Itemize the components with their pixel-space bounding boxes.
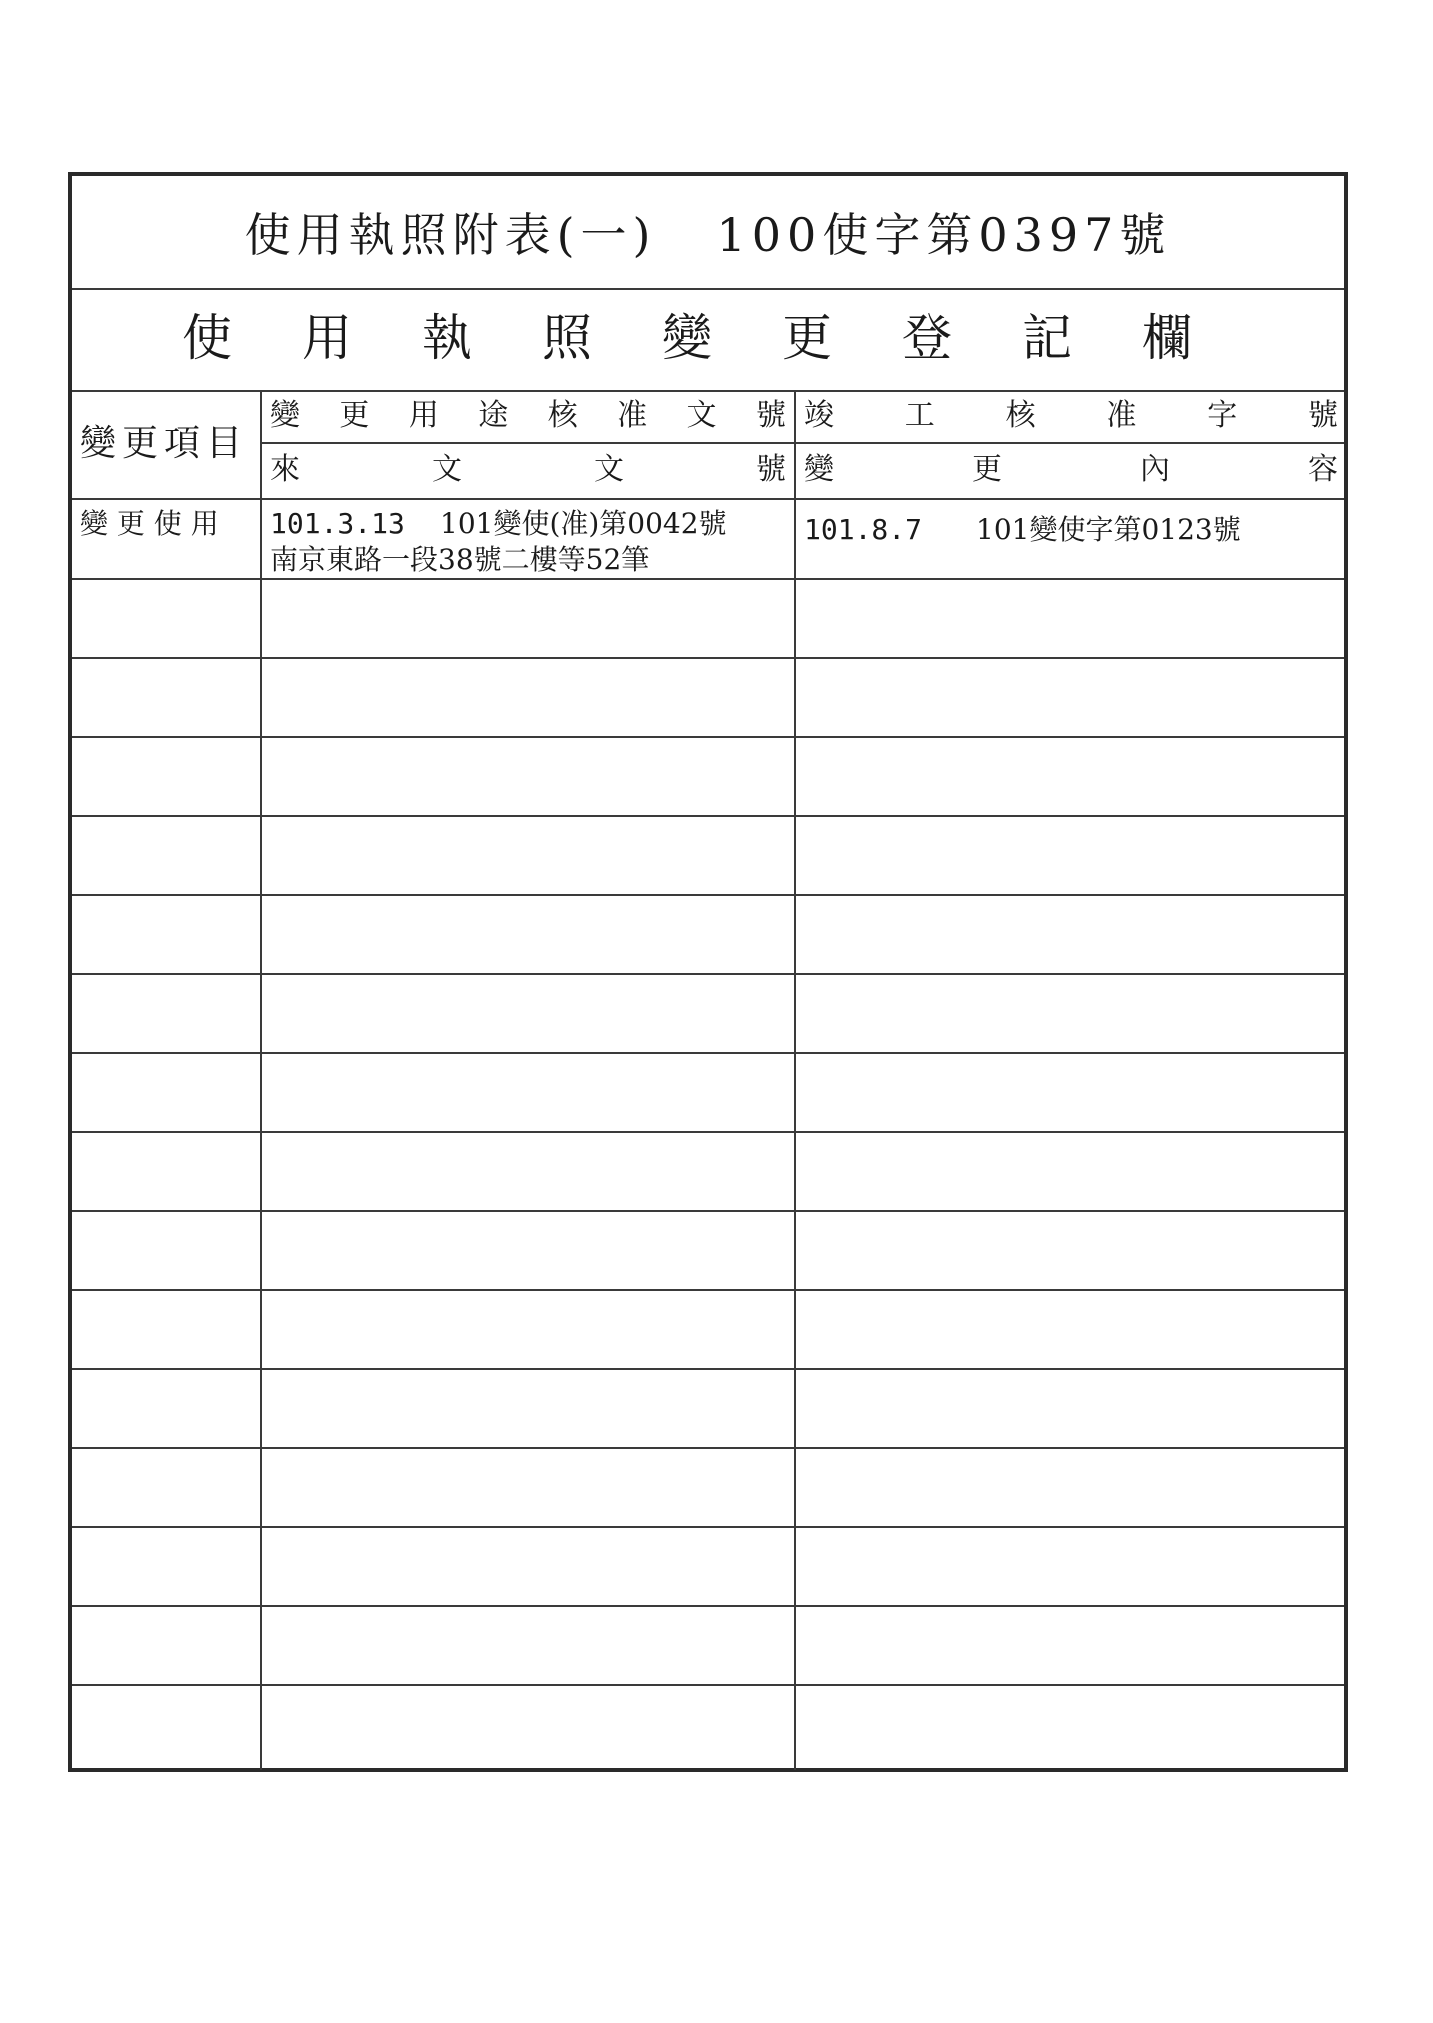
- column-divider: [260, 390, 262, 1770]
- header-char: 號: [1307, 398, 1338, 433]
- header-char: 內: [1140, 452, 1170, 487]
- subtitle-char: 使: [182, 309, 232, 367]
- header-char: 准: [1106, 398, 1137, 433]
- subtitle-char: 記: [1022, 309, 1072, 367]
- header-approval-doc-no: [270, 398, 786, 434]
- entry-completion-date: 101.8.7: [804, 513, 923, 546]
- header-incoming-doc-no: [270, 452, 786, 488]
- header-char: 變: [804, 452, 834, 487]
- header-char: 竣: [804, 398, 834, 433]
- subtitle-char: 登: [902, 309, 952, 367]
- title-main: 使用執照附表(一): [244, 208, 657, 262]
- entry-completion-no: 101變使字第0123號: [976, 513, 1241, 546]
- header-char: 核: [1005, 398, 1036, 433]
- row-line: [72, 973, 1344, 975]
- form-frame: [68, 172, 1348, 1772]
- row-line: [72, 578, 1344, 580]
- header-char: 容: [1308, 452, 1338, 487]
- header-char: 用: [408, 398, 439, 433]
- entry-doc-no: 101變使(准)第0042號: [440, 507, 727, 540]
- header-char: 途: [478, 398, 509, 433]
- row-line: [72, 815, 1344, 817]
- subtitle-char: 照: [542, 309, 592, 367]
- header-char: 文: [686, 398, 717, 433]
- row-line: [72, 1210, 1344, 1212]
- header-char: 變: [270, 398, 300, 433]
- entry-change-item: 變 更 使 用: [80, 507, 219, 540]
- row-line: [72, 657, 1344, 659]
- header-char: 更: [339, 398, 370, 433]
- header-split-line: [262, 442, 1344, 444]
- subtitle-char: 執: [422, 309, 472, 367]
- row-line: [72, 1289, 1344, 1291]
- row-line: [72, 1052, 1344, 1054]
- entry-doc-detail: 南京東路一段38號二樓等52筆: [270, 543, 650, 576]
- subtitle-char: 更: [782, 309, 832, 367]
- header-char: 來: [270, 452, 300, 487]
- subtitle-char: 用: [302, 309, 352, 367]
- header-char: 准: [617, 398, 648, 433]
- section-subtitle: [72, 290, 1344, 390]
- header-char: 號: [756, 452, 786, 487]
- row-line: [72, 1131, 1344, 1133]
- header-char: 號: [755, 398, 786, 433]
- row-line: [72, 1368, 1344, 1370]
- entry-doc-date: 101.3.13: [270, 507, 405, 540]
- header-bottom-line: [72, 498, 1344, 500]
- title-number: 100使字第0397號: [716, 208, 1172, 262]
- row-line: [72, 1684, 1344, 1686]
- row-line: [72, 1447, 1344, 1449]
- row-line: [72, 1526, 1344, 1528]
- header-char: 更: [972, 452, 1002, 487]
- header-char: 文: [432, 452, 462, 487]
- row-line: [72, 894, 1344, 896]
- header-char: 字: [1207, 398, 1238, 433]
- row-line: [72, 1605, 1344, 1607]
- header-char: 工: [904, 398, 935, 433]
- column-divider: [794, 390, 796, 1770]
- divider: [72, 390, 1344, 392]
- subtitle-char: 變: [662, 309, 712, 367]
- document-title: [72, 176, 1344, 288]
- header-change-content: [804, 452, 1338, 488]
- header-char: 核: [547, 398, 578, 433]
- header-completion-no: [804, 398, 1338, 434]
- subtitle-char: 欄: [1142, 309, 1192, 367]
- header-change-item: 變更項目: [80, 423, 249, 464]
- row-line: [72, 736, 1344, 738]
- header-char: 文: [594, 452, 624, 487]
